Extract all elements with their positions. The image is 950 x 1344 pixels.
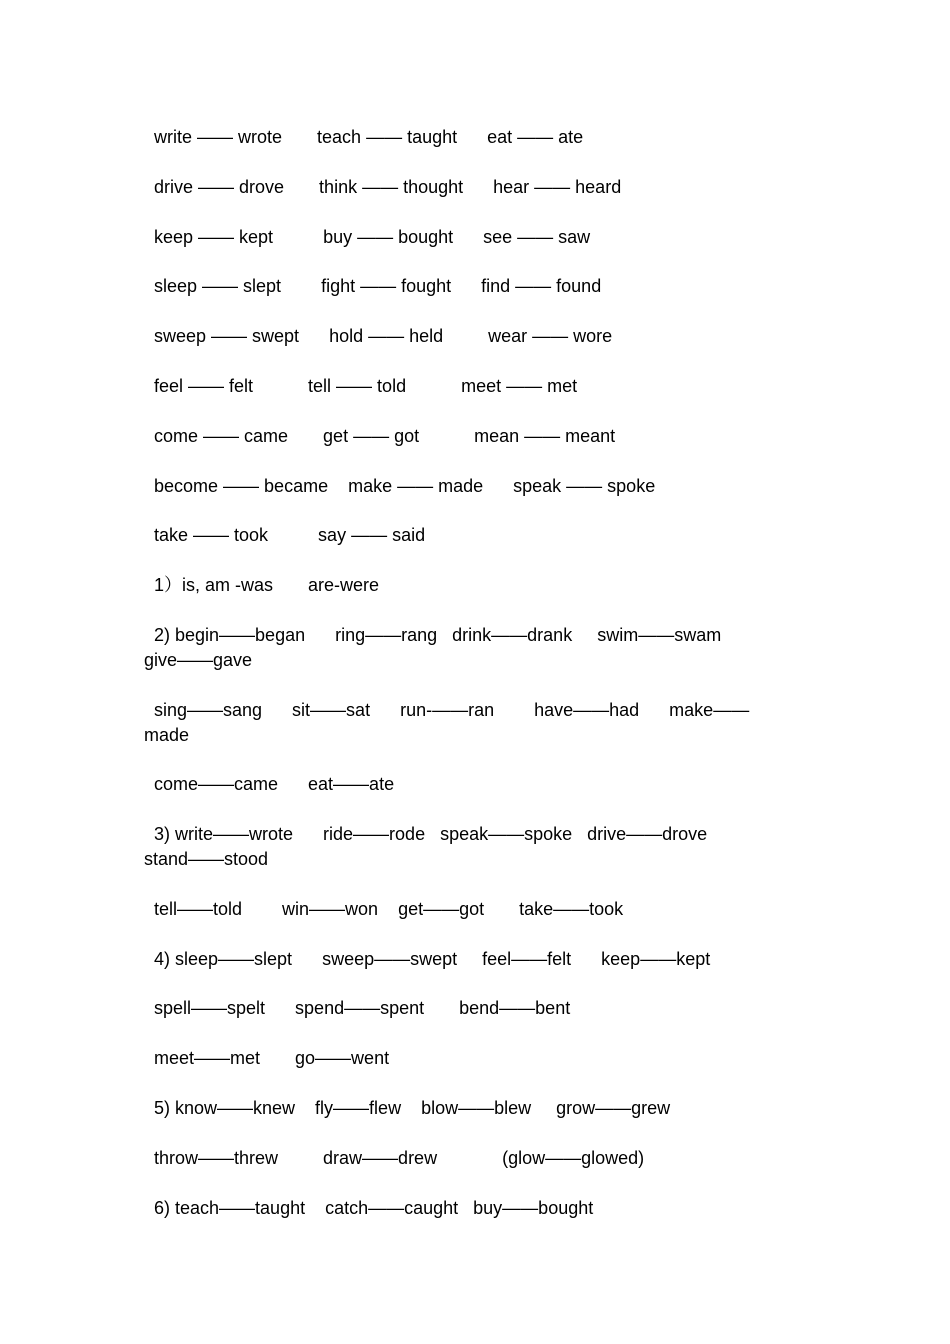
text-line-16: [144, 947, 824, 971]
text-line-11: [144, 623, 824, 673]
line-text: sweep —— swept hold —— held wear —— wore: [144, 326, 613, 346]
text-line-5: [144, 324, 824, 348]
line-text: 6) teach——taught catch——caught buy——bought: [144, 1198, 594, 1218]
text-line-8: [144, 474, 824, 498]
line-text: come —— came get —— got mean —— meant: [144, 426, 616, 446]
text-line-10: [144, 573, 824, 597]
line-text: drive —— drove think —— thought hear —— heard: [144, 177, 622, 197]
text-line-3: [144, 225, 824, 249]
text-line-20: [144, 1146, 824, 1170]
text-line-17: [144, 996, 824, 1020]
text-line-6: [144, 374, 824, 398]
line-text: tell——told win——won get——got take——took: [144, 899, 624, 919]
line-text: 1）is, am -was are-were: [144, 575, 380, 595]
line-text: sleep —— slept fight —— fought find —— found: [144, 276, 602, 296]
text-line-19: [144, 1096, 824, 1120]
text-line-21: [144, 1196, 824, 1220]
text-line-18: [144, 1046, 824, 1070]
text-line-7: [144, 424, 824, 448]
line-text: sing——sang sit——sat run-——ran have——had make—— made: [144, 700, 750, 745]
text-line-12: [144, 698, 824, 748]
line-text: meet——met go——went: [144, 1048, 390, 1068]
text-line-1: [144, 125, 824, 149]
line-text: 5) know——knew fly——flew blow——blew grow——grew: [144, 1098, 671, 1118]
line-text: write —— wrote teach —— taught eat —— ate: [144, 127, 584, 147]
line-text: throw——threw draw——drew (glow——glowed): [144, 1148, 645, 1168]
line-text: feel —— felt tell —— told meet —— met: [144, 376, 578, 396]
line-text: keep —— kept buy —— bought see —— saw: [144, 227, 591, 247]
text-line-4: [144, 274, 824, 298]
line-text: take —— took say —— said: [144, 525, 426, 545]
line-text: spell——spelt spend——spent bend——bent: [144, 998, 571, 1018]
text-line-15: [144, 897, 824, 921]
line-text: 4) sleep——slept sweep——swept feel——felt keep——kept: [144, 949, 711, 969]
line-text: become —— became make —— made speak —— spoke: [144, 476, 656, 496]
line-text: 2) begin——began ring——rang drink——drank swim——swam give——gave: [144, 625, 722, 670]
text-line-14: [144, 822, 824, 872]
line-text: come——came eat——ate: [144, 774, 395, 794]
text-line-2: [144, 175, 824, 199]
text-line-9: [144, 523, 824, 547]
line-text: 3) write——wrote ride——rode speak——spoke drive——drove stand——stood: [144, 824, 708, 869]
text-line-13: [144, 772, 824, 796]
